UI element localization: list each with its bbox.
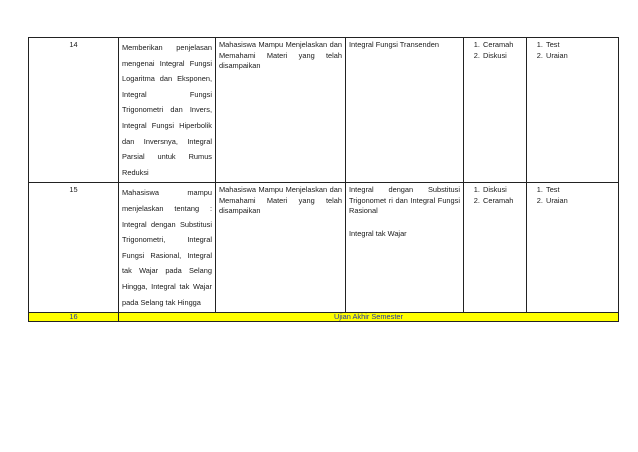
assessment-item: 1. Test: [545, 40, 615, 51]
indicator-cell: Mahasiswa Mampu Menjelaskan dan Memahami Materi yang telah disampaikan: [216, 183, 346, 313]
learning-description: Memberikan penjelasan mengenai Integral Fungsi Logaritma dan Eksponen, Integral Fungsi Trigonometri dan Invers, Integral Fungsi Hiperbolik dan Inversnya, Integral Parsial untuk Rumus Reduksi: [119, 38, 216, 183]
course-plan-table: [28, 37, 619, 322]
method-item: 1. Ceramah: [482, 40, 523, 51]
week-number: 14: [29, 38, 119, 183]
assessment-item: 2. Uraian: [545, 51, 615, 62]
exam-label: Ujian Akhir Semester: [119, 313, 619, 322]
method-item: 2. Ceramah: [482, 196, 523, 207]
material-cell: Integral Fungsi Transenden: [346, 38, 464, 183]
method-cell: [464, 38, 527, 183]
method-list: [467, 185, 523, 206]
indicator-cell: Mahasiswa Mampu Menjelaskan dan Memahami Materi yang telah disampaikan: [216, 38, 346, 183]
assessment-cell: [527, 38, 619, 183]
table-row: [29, 38, 619, 183]
assessment-item: 2. Uraian: [545, 196, 615, 207]
week-number: 15: [29, 183, 119, 313]
method-item: 1. Diskusi: [482, 185, 523, 196]
method-cell: [464, 183, 527, 313]
assessment-cell: [527, 183, 619, 313]
table-row: [29, 183, 619, 313]
week-number: 16: [29, 313, 119, 322]
material-item: Integral tak Wajar: [349, 228, 407, 238]
exam-row: [29, 313, 619, 322]
method-list: [467, 40, 523, 61]
learning-description: Mahasiswa mampu menjelaskan tentang : Integral dengan Substitusi Trigonometri, Integral Fungsi Rasional, Integral tak Wajar pada Selang Hingga, Integral tak Wajar pada Selang tak Hingga: [119, 183, 216, 313]
material-item: Integral dengan Substitusi Trigonomet ri dan Integral Fungsi Rasional: [349, 185, 460, 216]
assessment-list: [530, 185, 615, 206]
assessment-item: 1. Test: [545, 185, 615, 196]
assessment-list: [530, 40, 615, 61]
material-cell: [346, 183, 464, 313]
method-item: 2. Diskusi: [482, 51, 523, 62]
